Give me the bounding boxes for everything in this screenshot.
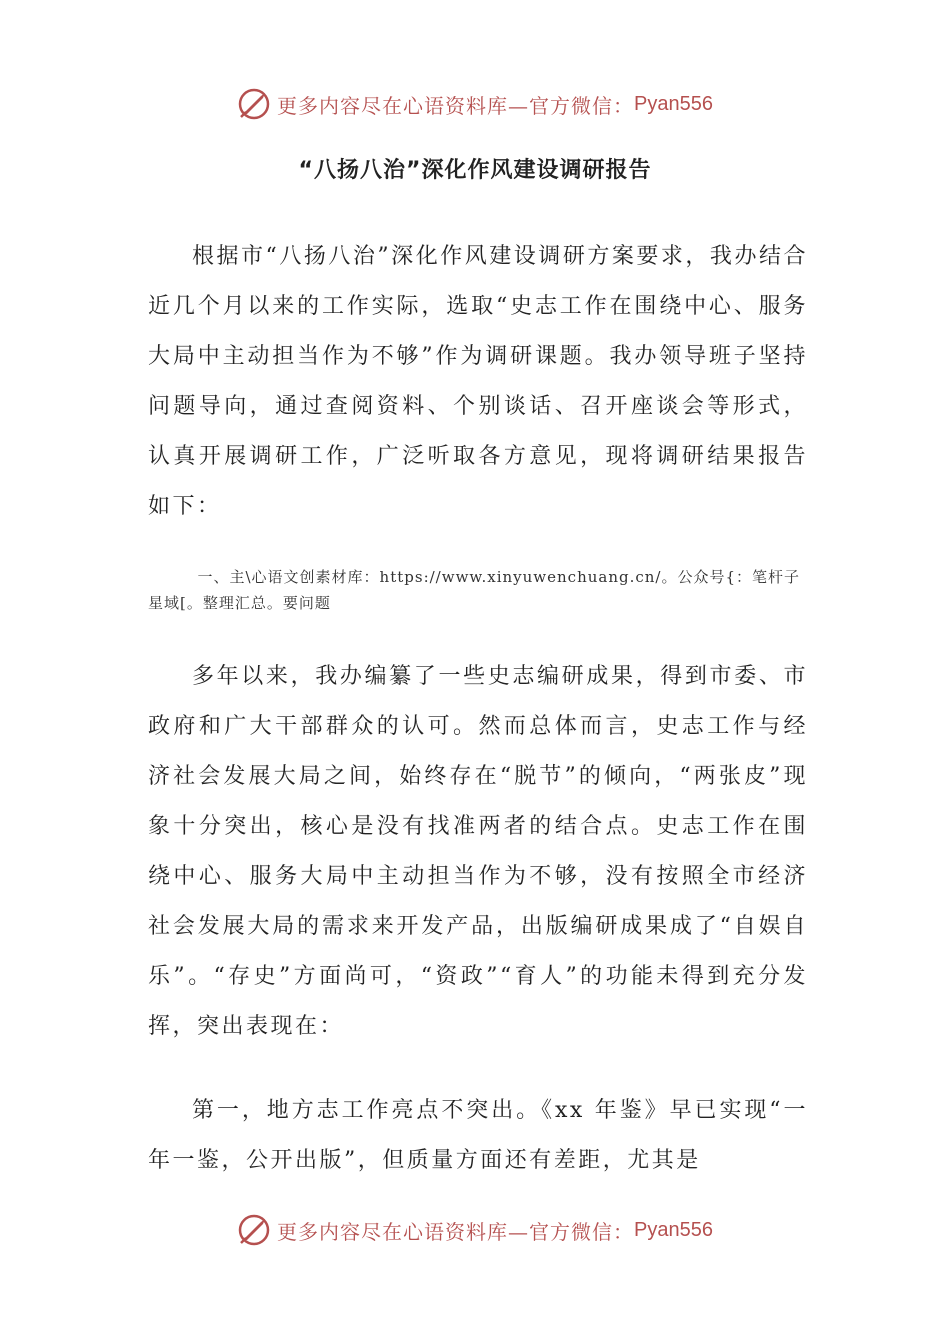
header-banner-text: 更多内容尽在心语资料库—官方微信： — [277, 93, 635, 118]
paragraph-first-point: 第一，地方志工作亮点不突出。《xx 年鉴》早已实现“一年一鉴，公开出版”，但质量方面还有差距，尤其是 — [148, 1098, 808, 1173]
footer-banner — [0, 1210, 950, 1250]
quill-pen-logo-icon — [237, 1213, 271, 1247]
header-banner — [0, 84, 950, 124]
header-banner-wechat-id: Pyan556 — [634, 92, 713, 115]
paragraph-intro: 根据市“八扬八治”深化作风建设调研方案要求，我办结合近几个月以来的工作实际，选取“史志工作在围绕中心、服务大局中主动担当作为不够”作为调研课题。我办领导班子坚持问题导向，通过查阅资料、个别谈话、召开座谈会等形式，认真开展调研工作，广泛听取各方意见，现将调研结果报告如下： — [148, 244, 808, 519]
document-title: “八扬八治”深化作风建设调研报告 — [298, 158, 652, 183]
footer-banner-text: 更多内容尽在心语资料库—官方微信： — [277, 1219, 635, 1244]
paragraph-problems: 多年以来，我办编纂了一些史志编研成果，得到市委、市政府和广大干部群众的认可。然而总体而言，史志工作与经济社会发展大局之间，始终存在“脱节”的倾向，“两张皮”现象十分突出，核心是没有找准两者的结合点。史志工作在围绕中心、服务大局中主动担当作为不够，没有按照全市经济社会发展大局的需求来开发产品，出版编研成果成了“自娱自乐”。“存史”方面尚可，“资政”“育人”的功能未得到充分发挥，突出表现在： — [148, 664, 808, 1039]
footer-banner-wechat-id: Pyan556 — [634, 1218, 713, 1241]
quill-pen-logo-icon — [237, 87, 271, 121]
section-heading-watermark-text: 一、主\心语文创素材库：https://www.xinyuwenchuang.cn/。公众号{：笔杆子星域[。整理汇总。要问题 — [148, 568, 801, 612]
